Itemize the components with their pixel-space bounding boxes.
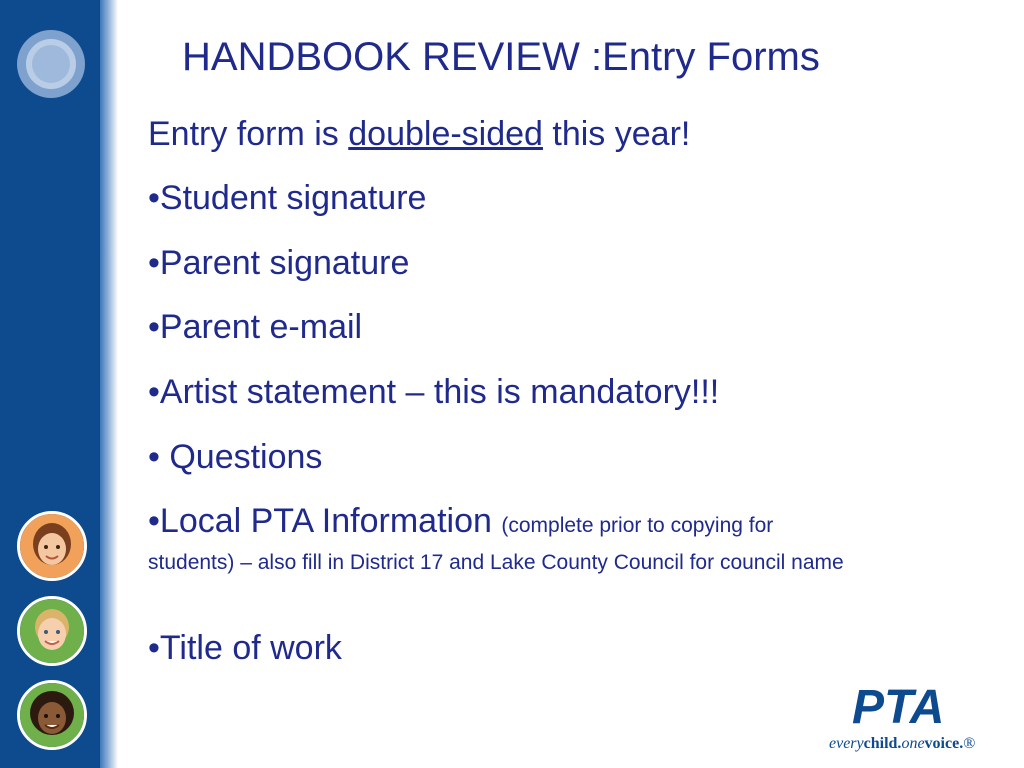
bullet-parent-email: •Parent e-mail [148,308,363,346]
pta-tagline [829,735,975,753]
tagline-one: one [901,735,925,752]
local-pta-note-inline: (complete prior to copying for [501,514,774,537]
bullet-artist-statement: •Artist statement – this is mandatory!!! [148,373,720,411]
bullet-student-signature: •Student signature [148,179,427,217]
bullet-title-of-work: •Title of work [148,629,342,667]
pta-logo-text: PTA [852,683,945,729]
tagline-every: every [829,735,864,752]
tagline-child: child. [863,735,902,752]
local-pta-main: •Local PTA Information [148,502,502,540]
pta-logo [850,683,968,729]
slide-title: HANDBOOK REVIEW :Entry Forms [182,35,820,79]
tagline-voice: voice. [924,735,964,752]
bullet-parent-signature: •Parent signature [148,244,410,282]
intro-text-after: this year! [542,115,691,153]
decorative-ring-icon [17,30,85,98]
intro-text-before: Entry form is [148,115,349,153]
bullet-local-pta [148,501,948,546]
child-photo-boy [17,596,87,666]
child-photo-girl [17,511,87,581]
local-pta-note-continued: students) – also fill in District 17 and Lake County Council for council name [148,551,844,574]
child-photo-girl-2 [17,680,87,750]
intro-line [148,114,690,154]
bullet-questions: • Questions [148,438,323,476]
sidebar-gradient-edge [100,0,118,768]
intro-underlined-text: double-sided [348,115,543,153]
tagline-registered-mark: ® [963,735,976,752]
